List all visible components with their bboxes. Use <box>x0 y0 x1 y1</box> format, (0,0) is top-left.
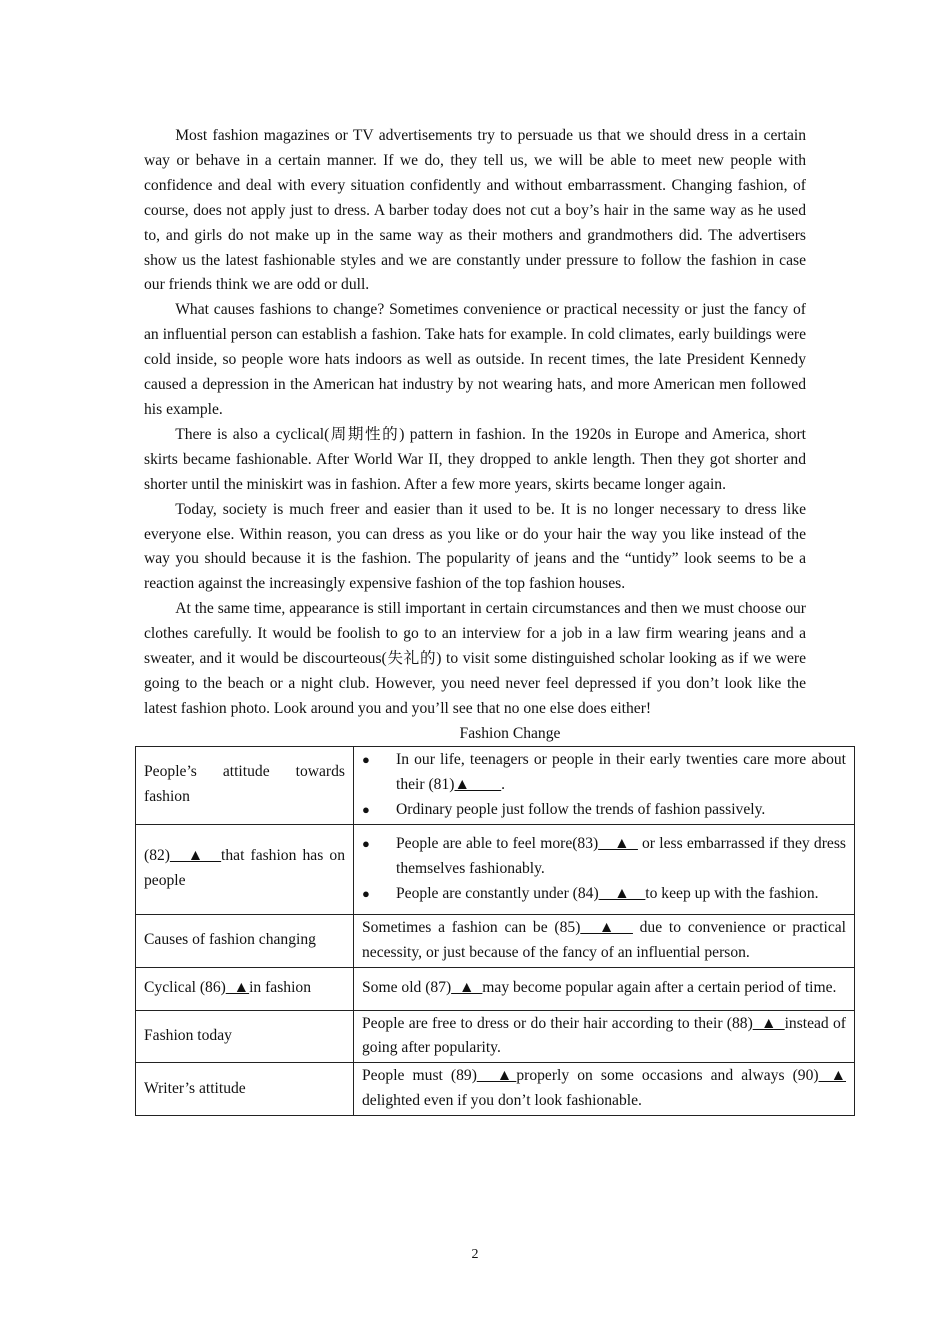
answer-blank-86: _▲ <box>225 979 250 997</box>
row-content: People are free to dress or do their hair according to their (88)_▲_instead of going after popularity. <box>354 1010 855 1063</box>
answer-blank-85: __▲__ <box>580 918 633 936</box>
bullet-item: ● People are able to feel more(83)__▲_ or less embarrassed if they dress themselves fashionably. <box>362 832 846 882</box>
row-content <box>354 747 855 825</box>
row-label: Writer’s attitude <box>136 1063 354 1116</box>
paragraph-1: Most fashion magazines or TV advertisements try to persuade us that we should dress in a certain way or behave in a certain manner. If we do, they tell us, we will be able to meet new people with confidence and deal with every situation confidently and without embarrassment. Changing fashion, of course, does not apply just to dress. A barber today does not cut a boy’s hair in the same way as he used to, and girls do not make up in the same way as their mothers and grandmothers did. The advertisers show us the latest fashionable styles and we are constantly under pressure to follow the fashion in case our friends think we are odd or dull. <box>144 127 806 294</box>
answer-blank-84: __▲__ <box>598 884 646 902</box>
row-content: Some old (87)_▲_may become popular again after a certain period of time. <box>354 967 855 1010</box>
table-row <box>136 1010 855 1063</box>
table-row <box>136 747 855 825</box>
fashion-change-table <box>135 746 855 1116</box>
paragraph-2: What causes fashions to change? Sometimes convenience or practical necessity or just the fancy of an influential person can establish a fashion. Take hats for example. In cold climates, early buildings were cold inside, so people wore hats indoors as well as outside. In recent times, the late President Kennedy caused a depression in the American hat industry by not wearing hats, and more American men followed his example. <box>144 301 806 418</box>
answer-blank-89: __▲ <box>476 1067 517 1085</box>
answer-blank-83: __▲_ <box>598 834 638 852</box>
row-label: Causes of fashion changing <box>136 914 354 967</box>
table-row <box>136 1063 855 1116</box>
answer-blank-82: __▲__ <box>169 847 222 865</box>
table-row <box>136 914 855 967</box>
table-row <box>136 967 855 1010</box>
table-row <box>136 824 855 914</box>
table-caption: Fashion Change <box>459 725 561 742</box>
row-content <box>354 824 855 914</box>
answer-blank-87: _▲_ <box>451 979 483 997</box>
bullet-item: ● People are constantly under (84)__▲__to keep up with the fashion. <box>362 882 846 907</box>
page-number: 2 <box>471 1247 479 1262</box>
paragraph-5: At the same time, appearance is still important in certain circumstances and then we must choose our clothes carefully. It would be foolish to go to an interview for a job in a law firm wearing jeans and a sweater, and it would be discourteous(失礼的) to visit some distinguished scholar looking as if we were going to the beach or a night club. However, you need never feel depressed if you don’t look like the latest fashion photo. Look around you and you’ll see that no one else does either! <box>144 600 806 717</box>
row-label: Cyclical (86)_▲in fashion <box>136 967 354 1010</box>
answer-blank-90: _▲ <box>818 1067 847 1085</box>
row-content: Sometimes a fashion can be (85)__▲__ due to convenience or practical necessity, or just because of the fancy of an influential person. <box>354 914 855 967</box>
row-label: Fashion today <box>136 1010 354 1063</box>
paragraph-4: Today, society is much freer and easier than it used to be. It is no longer necessary to dress like everyone else. Within reason, you can dress as you like or do your hair the way you like instead of the way you should because it is the fashion. The popularity of jeans and the “untidy” look seems to be a reaction against the increasingly expensive fashion of the top fashion houses. <box>144 500 806 593</box>
answer-blank-81: ▲____ <box>454 775 502 793</box>
bullet-item: ● Ordinary people just follow the trends of fashion passively. <box>362 798 846 823</box>
row-label: (82)__▲__that fashion has on people <box>136 824 354 914</box>
row-label: People’s attitude towards fashion <box>136 747 354 825</box>
article-body <box>144 124 806 722</box>
paragraph-3: There is also a cyclical(周期性的) pattern in fashion. In the 1920s in Europe and America, short skirts became fashionable. After World War II, they dropped to ankle length. Then they got shorter and shorter until the miniskirt was in fashion. After a few more years, skirts became longer again. <box>144 425 806 493</box>
bullet-item: ● In our life, teenagers or people in their early twenties care more about their (81)▲____. <box>362 748 846 798</box>
answer-blank-88: _▲_ <box>752 1014 785 1032</box>
row-content: People must (89)__▲properly on some occasions and always (90)_▲ delighted even if you don’t look fashionable. <box>354 1063 855 1116</box>
